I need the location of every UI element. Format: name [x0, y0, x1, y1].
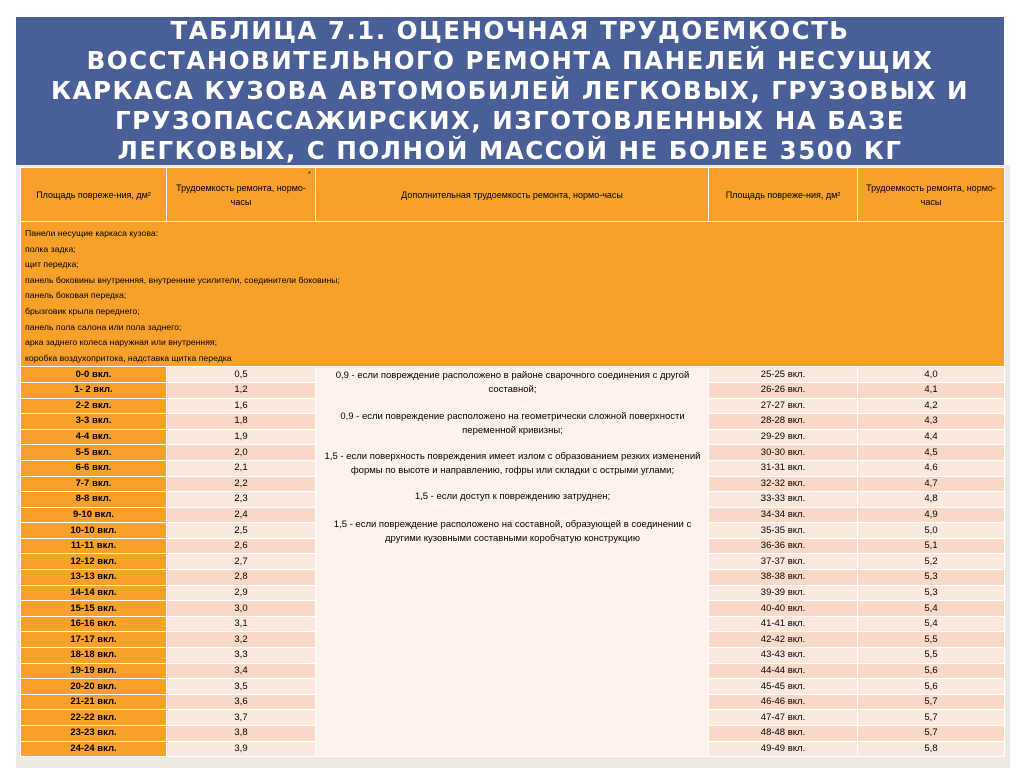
labor-hours-cell: 2,8	[167, 570, 316, 586]
area-range-cell: 7-7 вкл.	[21, 476, 167, 492]
area-range-cell-2: 40-40 вкл.	[709, 601, 858, 617]
slide-title-bar	[16, 17, 1004, 165]
area-range-cell: 6-6 вкл.	[21, 460, 167, 476]
labor-hours-cell: 3,1	[167, 616, 316, 632]
area-range-cell-2: 41-41 вкл.	[709, 616, 858, 632]
area-range-cell-2: 32-32 вкл.	[709, 476, 858, 492]
labor-hours-cell-2: 4,1	[858, 382, 1005, 398]
area-range-cell-2: 49-49 вкл.	[709, 741, 858, 757]
header-area-2: Площадь повреже-ния, дм²	[709, 168, 858, 222]
area-range-cell: 13-13 вкл.	[21, 570, 167, 586]
area-range-cell-2: 43-43 вкл.	[709, 648, 858, 664]
labor-hours-cell-2: 5,7	[858, 726, 1005, 742]
labor-hours-cell: 3,5	[167, 679, 316, 695]
labor-hours-cell-2: 4,3	[858, 414, 1005, 430]
area-range-cell: 14-14 вкл.	[21, 585, 167, 601]
area-range-cell-2: 46-46 вкл.	[709, 694, 858, 710]
labor-hours-cell: 2,1	[167, 460, 316, 476]
labor-hours-cell: 3,9	[167, 741, 316, 757]
labor-hours-cell-2: 4,4	[858, 429, 1005, 445]
panels-list	[21, 222, 1005, 367]
panel-list-item: панель пола салона или пола заднего;	[25, 321, 182, 332]
area-range-cell: 21-21 вкл.	[21, 694, 167, 710]
area-range-cell-2: 35-35 вкл.	[709, 523, 858, 539]
extra-labor-note: 1,5 - если доступ к повреждению затруднен;	[414, 491, 611, 503]
extra-labor-note: 1,5 - если поверхность повреждения имеет излом с образованием резких изменений формы по высоте и направлению, гофры или складки с острыми углами;	[324, 451, 701, 477]
area-range-cell: 22-22 вкл.	[21, 710, 167, 726]
labor-hours-cell-2: 5,5	[858, 648, 1005, 664]
area-range-cell: 2-2 вкл.	[21, 398, 167, 414]
labor-hours-cell-2: 5,4	[858, 601, 1005, 617]
area-range-cell: 1- 2 вкл.	[21, 382, 167, 398]
area-range-cell: 11-11 вкл.	[21, 538, 167, 554]
area-range-cell-2: 30-30 вкл.	[709, 445, 858, 461]
panel-list-item: щит передка;	[25, 259, 79, 270]
area-range-cell: 16-16 вкл.	[21, 616, 167, 632]
area-range-cell-2: 42-42 вкл.	[709, 632, 858, 648]
header-labor-1: Трудоемкость ремонта, нормо-часы	[167, 168, 316, 222]
area-range-cell: 3-3 вкл.	[21, 414, 167, 430]
header-extra-labor: Дополнительная трудоемкость ремонта, нормо-часы	[316, 168, 709, 222]
area-range-cell: 5-5 вкл.	[21, 445, 167, 461]
area-range-cell: 9-10 вкл.	[21, 507, 167, 523]
slide-title: ТАБЛИЦА 7.1. ОЦЕНОЧНАЯ ТРУДОЕМКОСТЬ ВОССТАНОВИТЕЛЬНОГО РЕМОНТА ПАНЕЛЕЙ НЕСУЩИХ КАРКАСА КУЗОВА АВТОМОБИЛЕЙ ЛЕГКОВЫХ, ГРУЗОВЫХ И ГРУЗОПАССАЖИРСКИХ, ИЗГОТОВЛЕННЫХ НА БАЗЕ ЛЕГКОВЫХ, С ПОЛНОЙ МАССОЙ НЕ БОЛЕЕ 3500 КГ	[51, 16, 969, 165]
area-range-cell-2: 28-28 вкл.	[709, 414, 858, 430]
labor-hours-cell: 2,6	[167, 538, 316, 554]
extra-labor-note: 0,9 - если повреждение расположено в районе сварочного соединения с другой составной;	[335, 370, 690, 396]
table-row	[21, 367, 1005, 383]
area-range-cell-2: 33-33 вкл.	[709, 492, 858, 508]
header-footnote-marker: *	[308, 171, 311, 178]
area-range-cell-2: 39-39 вкл.	[709, 585, 858, 601]
labor-hours-cell: 2,0	[167, 445, 316, 461]
labor-hours-cell-2: 4,9	[858, 507, 1005, 523]
labor-hours-cell-2: 4,5	[858, 445, 1005, 461]
extra-labor-notes	[316, 367, 709, 757]
area-range-cell: 23-23 вкл.	[21, 726, 167, 742]
labor-hours-cell: 2,9	[167, 585, 316, 601]
header-area-1: Площадь повреже-ния, дм²	[21, 168, 167, 222]
extra-labor-note: 1,5 - если повреждение расположено на составной, образующей в соединении с другими кузовными составными коробчатую конструкцию	[333, 519, 692, 545]
labor-hours-cell: 2,5	[167, 523, 316, 539]
area-range-cell: 15-15 вкл.	[21, 601, 167, 617]
labor-hours-cell-2: 5,4	[858, 616, 1005, 632]
header-row	[21, 168, 1005, 222]
panel-list-item: панель боковины внутренняя, внутренние усилители, соединители боковины;	[25, 274, 340, 285]
labor-hours-cell-2: 4,8	[858, 492, 1005, 508]
area-range-cell-2: 45-45 вкл.	[709, 679, 858, 695]
extra-labor-note: 0,9 - если повреждение расположено на геометрически сложной поверхности переменной кривизны;	[340, 411, 685, 437]
area-range-cell: 18-18 вкл.	[21, 648, 167, 664]
area-range-cell-2: 29-29 вкл.	[709, 429, 858, 445]
labor-hours-cell: 3,0	[167, 601, 316, 617]
labor-hours-cell-2: 5,2	[858, 554, 1005, 570]
area-range-cell: 4-4 вкл.	[21, 429, 167, 445]
labor-hours-cell: 3,8	[167, 726, 316, 742]
labor-hours-cell: 3,7	[167, 710, 316, 726]
labor-hours-cell: 2,2	[167, 476, 316, 492]
labor-hours-cell-2: 5,5	[858, 632, 1005, 648]
labor-hours-cell: 3,6	[167, 694, 316, 710]
area-range-cell: 24-24 вкл.	[21, 741, 167, 757]
labor-hours-cell: 3,4	[167, 663, 316, 679]
area-range-cell: 8-8 вкл.	[21, 492, 167, 508]
area-range-cell: 0-0 вкл.	[21, 367, 167, 383]
labor-hours-cell: 3,3	[167, 648, 316, 664]
labor-hours-cell: 0,5	[167, 367, 316, 383]
labor-hours-cell: 2,4	[167, 507, 316, 523]
area-range-cell-2: 47-47 вкл.	[709, 710, 858, 726]
area-range-cell: 17-17 вкл.	[21, 632, 167, 648]
area-range-cell: 20-20 вкл.	[21, 679, 167, 695]
labor-hours-cell-2: 5,8	[858, 741, 1005, 757]
labor-hours-cell-2: 5,6	[858, 679, 1005, 695]
area-range-cell-2: 27-27 вкл.	[709, 398, 858, 414]
labor-hours-cell: 1,6	[167, 398, 316, 414]
area-range-cell-2: 38-38 вкл.	[709, 570, 858, 586]
labor-hours-cell: 1,9	[167, 429, 316, 445]
area-range-cell-2: 25-25 вкл.	[709, 367, 858, 383]
panel-list-item: панель боковая передка;	[25, 290, 127, 301]
area-range-cell-2: 44-44 вкл.	[709, 663, 858, 679]
labor-hours-cell-2: 4,7	[858, 476, 1005, 492]
labor-hours-cell-2: 5,1	[858, 538, 1005, 554]
area-range-cell-2: 36-36 вкл.	[709, 538, 858, 554]
labor-hours-cell-2: 5,3	[858, 585, 1005, 601]
labor-hours-cell: 1,2	[167, 382, 316, 398]
labor-hours-cell-2: 5,3	[858, 570, 1005, 586]
panel-list-item: арка заднего колеса наружная или внутренняя;	[25, 337, 218, 348]
labor-table	[20, 167, 1005, 757]
area-range-cell: 12-12 вкл.	[21, 554, 167, 570]
panel-list-item: Панели несущие каркаса кузова:	[25, 228, 159, 238]
panels-band-row	[21, 222, 1005, 367]
area-range-cell: 19-19 вкл.	[21, 663, 167, 679]
labor-hours-cell-2: 5,7	[858, 694, 1005, 710]
labor-hours-cell-2: 4,0	[858, 367, 1005, 383]
labor-hours-cell: 2,3	[167, 492, 316, 508]
labor-hours-cell: 2,7	[167, 554, 316, 570]
labor-hours-cell: 3,2	[167, 632, 316, 648]
area-range-cell-2: 48-48 вкл.	[709, 726, 858, 742]
panel-list-item: брызговик крыла переднего;	[25, 305, 140, 316]
header-labor-2: Трудоемкость ремонта, нормо-часы	[858, 168, 1005, 222]
labor-hours-cell-2: 4,2	[858, 398, 1005, 414]
labor-hours-cell-2: 5,7	[858, 710, 1005, 726]
area-range-cell-2: 31-31 вкл.	[709, 460, 858, 476]
panel-list-item: полка задка;	[25, 243, 76, 254]
labor-hours-cell: 1,8	[167, 414, 316, 430]
area-range-cell-2: 34-34 вкл.	[709, 507, 858, 523]
labor-hours-cell-2: 5,0	[858, 523, 1005, 539]
area-range-cell-2: 37-37 вкл.	[709, 554, 858, 570]
area-range-cell: 10-10 вкл.	[21, 523, 167, 539]
area-range-cell-2: 26-26 вкл.	[709, 382, 858, 398]
labor-hours-cell-2: 4,6	[858, 460, 1005, 476]
labor-hours-cell-2: 5,6	[858, 663, 1005, 679]
panel-list-item: коробка воздухопритока, надставка щитка передка	[25, 352, 232, 363]
